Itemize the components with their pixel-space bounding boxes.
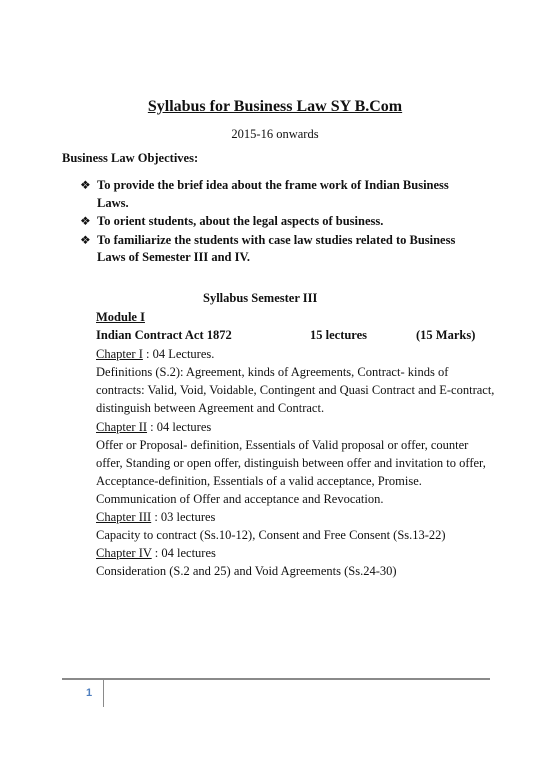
semester-heading: Syllabus Semester III [203, 291, 318, 305]
diamond-bullet-icon: ❖ [80, 178, 91, 192]
diamond-bullet-icon: ❖ [80, 232, 91, 247]
footer-divider [103, 680, 104, 707]
chapter-3-text: Capacity to contract (Ss.10-12), Consent and Free Consent (Ss.13-22) [96, 528, 446, 542]
chapter-3-heading [96, 508, 496, 526]
chapter-label: Chapter II [96, 420, 148, 434]
chapter-label: Chapter I [96, 347, 143, 361]
chapter-1-heading [96, 345, 496, 363]
chapter-2-heading [96, 418, 496, 436]
objective-text: To orient students, about the legal aspects of business. [97, 214, 384, 228]
document-subtitle: 2015-16 onwards [231, 127, 319, 141]
act-name: Indian Contract Act 1872 [96, 328, 232, 342]
chapter-4-text: Consideration (S.2 and 25) and Void Agreements (Ss.24-30) [96, 564, 397, 578]
chapter-label: Chapter III [96, 510, 152, 524]
act-lectures: 15 lectures [310, 328, 368, 342]
chapter-lectures: : 04 Lectures. [142, 347, 215, 361]
chapter-lectures: : 04 lectures [151, 546, 216, 560]
document-title: Syllabus for Business Law SY B.Com [147, 98, 403, 115]
objective-text: To familiarize the students with case law studies related to Business Laws of Semester III and IV. [97, 232, 456, 264]
chapter-1-text: Definitions (S.2): Agreement, kinds of Agreements, Contract- kinds of contracts: Valid, Void, Voidable, Contingent and Quasi Contract and E-contract, distinguish between Agreement and Contract. [96, 365, 495, 415]
objectives-heading: Business Law Objectives: [62, 151, 199, 165]
chapter-lectures: : 03 lectures [151, 510, 216, 524]
objective-text: To provide the brief idea about the frame work of Indian Business Laws. [97, 178, 449, 210]
objective-item [80, 232, 480, 267]
act-row [96, 328, 488, 346]
act-marks: (15 Marks) [416, 328, 476, 342]
diamond-bullet-icon: ❖ [80, 214, 91, 228]
chapter-label: Chapter IV [96, 546, 152, 560]
chapter-4-heading [96, 544, 496, 562]
objective-item [80, 177, 480, 212]
footer-rule [62, 678, 490, 680]
module-heading: Module I [96, 310, 145, 324]
chapter-lectures: : 04 lectures [147, 420, 212, 434]
objectives-list [80, 177, 480, 268]
chapter-2-text: Offer or Proposal- definition, Essentials of Valid proposal or offer, counter offer, Standing or open offer, distinguish between offer and invitation to offer, Acceptance-definition, Essentials of a valid acceptance, Promise. Communication of Offer and acceptance and Revocation. [96, 438, 486, 506]
page-number: 1 [86, 687, 93, 699]
objective-item [80, 213, 480, 231]
